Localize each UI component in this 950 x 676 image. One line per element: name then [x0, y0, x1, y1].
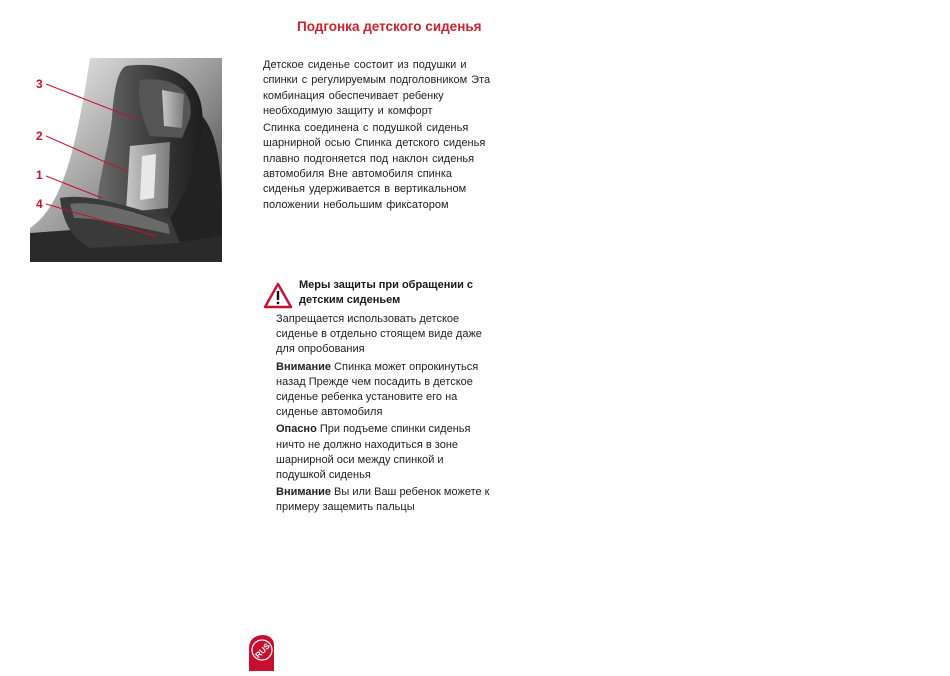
body-paragraph: Детское сиденье состоит из подушки и спинки с регулируемым подголовником Эта комбинация обеспечивает ребенку необходимую защиту и комфорт — [263, 59, 491, 117]
warning-item — [276, 360, 491, 421]
warning-item — [276, 485, 491, 515]
section-title: Подгонка детского сиденья — [297, 19, 482, 34]
warning-triangle-icon — [263, 282, 293, 309]
warning-item-text: Вы или Ваш ребенок можете к примеру защемить пальцы — [276, 486, 490, 514]
warning-item-label: Внимание — [276, 486, 331, 499]
callout-number-4: 4 — [36, 197, 43, 211]
body-paragraph: Спинка соединена с подушкой сиденья шарнирной осью Спинка детского сиденья плавно подгоняется под наклон сиденья автомобиля Вне автомобиля спинка сиденья удерживается в вертикальном положении небольшим фиксатором — [263, 122, 486, 211]
warning-body — [276, 312, 491, 518]
warning-intro: Запрещается использовать детское сиденье в отдельно стоящем виде даже для опробования — [276, 313, 482, 356]
warning-title: Меры защиты при обращении с детским сиденьем — [299, 279, 474, 306]
warning-item-label: Опасно — [276, 423, 317, 436]
language-badge-label: RUS — [253, 641, 272, 660]
warning-item — [276, 422, 491, 483]
section-body — [263, 58, 491, 215]
warning-item-label: Внимание — [276, 360, 331, 373]
callout-number-1: 1 — [36, 168, 43, 182]
callout-number-3: 3 — [36, 77, 43, 91]
callout-number-2: 2 — [36, 129, 43, 143]
language-badge — [247, 634, 275, 671]
warning-item-text: Спинка может опрокинуться назад Прежде чем посадить в детское сиденье ребенка установите его на сиденье автомобиля — [276, 360, 479, 419]
warning-item-text: При подъеме спинки сиденья ничто не должно находиться в зоне шарнирной оси между спинкой и подушкой сиденья — [276, 423, 471, 482]
